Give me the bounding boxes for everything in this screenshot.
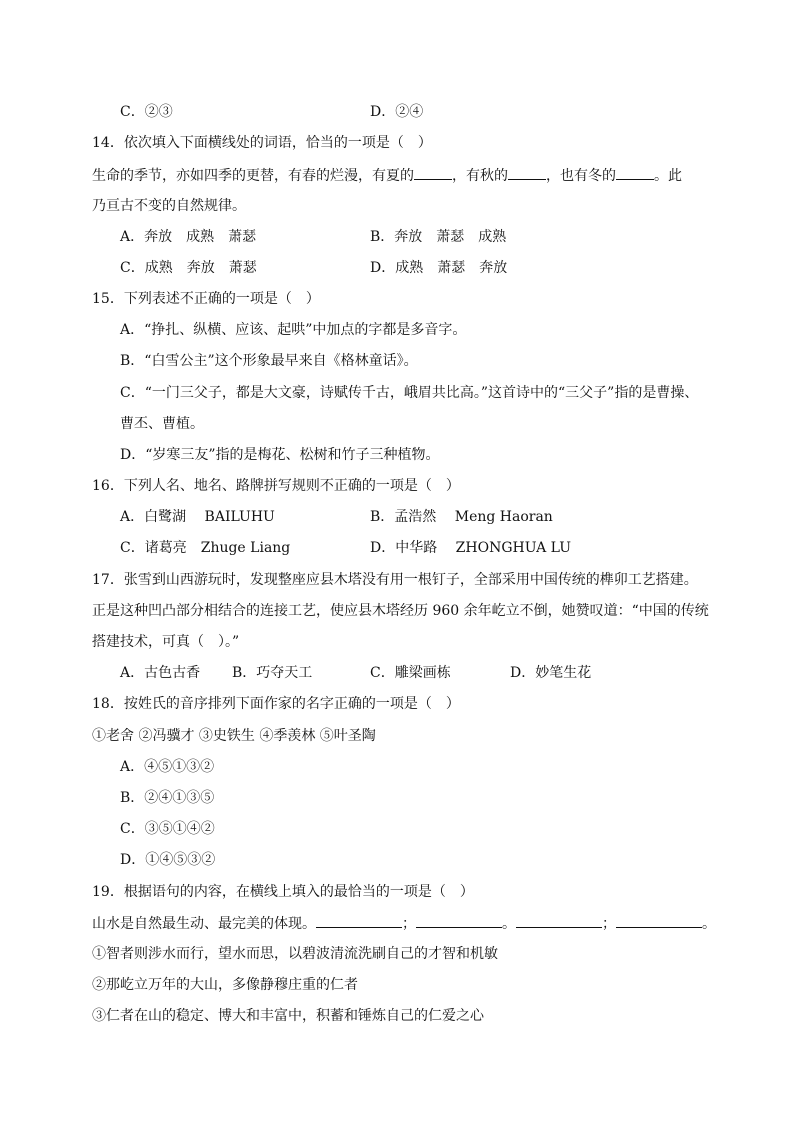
q14-option-c: C．成熟 奔放 萧瑟 <box>120 260 257 276</box>
q14-option-b: B．奔放 萧瑟 成熟 <box>370 229 507 245</box>
q19-item-2: ②那屹立万年的大山，多像静穆庄重的仁者 <box>92 977 358 993</box>
q19-blank-3 <box>516 915 602 928</box>
q17-option-a: A．古色古香 <box>120 665 201 681</box>
q19-passage <box>92 915 716 932</box>
q19-blank-2 <box>416 915 502 928</box>
q17-stem-line3: 搭建技术，可真（ ）。” <box>92 634 240 650</box>
q14-passage-line2: 乃亘古不变的自然规律。 <box>92 198 246 214</box>
q15-option-c-line1: C．“一门三父子，都是大文豪，诗赋传千古，峨眉共比高。”这首诗中的“三父子”指的是曹操、 <box>120 385 699 401</box>
q14-passage-line1 <box>92 167 682 184</box>
q14-passage-part1: 生命的季节，亦如四季的更替，有春的烂漫，有夏的 <box>92 168 414 184</box>
q19-item-1: ①智者则涉水而行，望水而思，以碧波清流洗刷自己的才智和机敏 <box>92 946 498 962</box>
q16-option-a: A．白鹭湖 BAILUHU <box>120 509 275 525</box>
q16-option-c: C．诸葛亮 Zhuge Liang <box>120 540 291 556</box>
q19-blank-1 <box>316 915 402 928</box>
q17-option-d: D．妙笔生花 <box>510 665 592 681</box>
q15-option-b: B．“白雪公主”这个形象最早来自《格林童话》。 <box>120 353 418 369</box>
q14-blank-2 <box>508 167 546 180</box>
q19-sep-2: 。 <box>502 916 516 932</box>
q18-option-d: D．①④⑤③② <box>120 852 216 868</box>
q19-blank-4 <box>616 915 702 928</box>
q15-option-d: D．“岁寒三友”指的是梅花、松树和竹子三种植物。 <box>120 447 440 463</box>
q15-option-c-line2: 曹丕、曹植。 <box>120 416 204 432</box>
q19-passage-text: 山水是自然最生动、最完美的体现。 <box>92 916 316 932</box>
q17-option-b: B．巧夺天工 <box>232 665 313 681</box>
q13-option-d: D．②④ <box>370 104 424 120</box>
q13-option-c: C．②③ <box>120 104 173 120</box>
q19-sep-1: ； <box>402 916 416 932</box>
q15-option-a: A．“挣扎、纵横、应该、起哄”中加点的字都是多音字。 <box>120 322 467 338</box>
q16-stem: 16．下列人名、地名、路牌拼写规则不正确的一项是（ ） <box>92 478 460 494</box>
q18-option-a: A．④⑤①③② <box>120 759 215 775</box>
q18-stem: 18．按姓氏的音序排列下面作家的名字正确的一项是（ ） <box>92 696 460 712</box>
q19-item-3: ③仁者在山的稳定、博大和丰富中，积蓄和锤炼自己的仁爱之心 <box>92 1008 484 1024</box>
q16-option-b: B．孟浩然 Meng Haoran <box>370 509 553 525</box>
q19-stem: 19．根据语句的内容，在横线上填入的最恰当的一项是（ ） <box>92 884 474 900</box>
q17-option-c: C．雕梁画栋 <box>370 665 451 681</box>
q17-stem-line1: 17．张雪到山西游玩时，发现整座应县木塔没有用一根钉子，全部采用中国传统的榫卯工艺搭建。 <box>92 572 698 588</box>
q14-stem: 14．依次填入下面横线处的词语，恰当的一项是（ ） <box>92 135 432 151</box>
q14-blank-3 <box>616 167 654 180</box>
q14-passage-part4: 。此 <box>654 168 682 184</box>
q14-passage-part3: ，也有冬的 <box>546 168 616 184</box>
q18-option-c: C．③⑤①④② <box>120 821 215 837</box>
q18-option-b: B．②④①③⑤ <box>120 790 215 806</box>
q14-passage-part2: ，有秋的 <box>452 168 508 184</box>
q18-names: ①老舍 ②冯骥才 ③史铁生 ④季羡林 ⑤叶圣陶 <box>92 728 376 744</box>
q15-stem: 15．下列表述不正确的一项是（ ） <box>92 291 320 307</box>
q16-option-d: D．中华路 ZHONGHUA LU <box>370 540 571 556</box>
q14-blank-1 <box>414 167 452 180</box>
q19-sep-3: ； <box>602 916 616 932</box>
q17-stem-line2: 正是这种凹凸部分相结合的连接工艺，使应县木塔经历 960 余年屹立不倒，她赞叹道：“中国的传统 <box>92 603 709 619</box>
q19-sep-4: 。 <box>702 916 716 932</box>
q14-option-d: D．成熟 萧瑟 奔放 <box>370 260 508 276</box>
q14-option-a: A．奔放 成熟 萧瑟 <box>120 229 257 245</box>
